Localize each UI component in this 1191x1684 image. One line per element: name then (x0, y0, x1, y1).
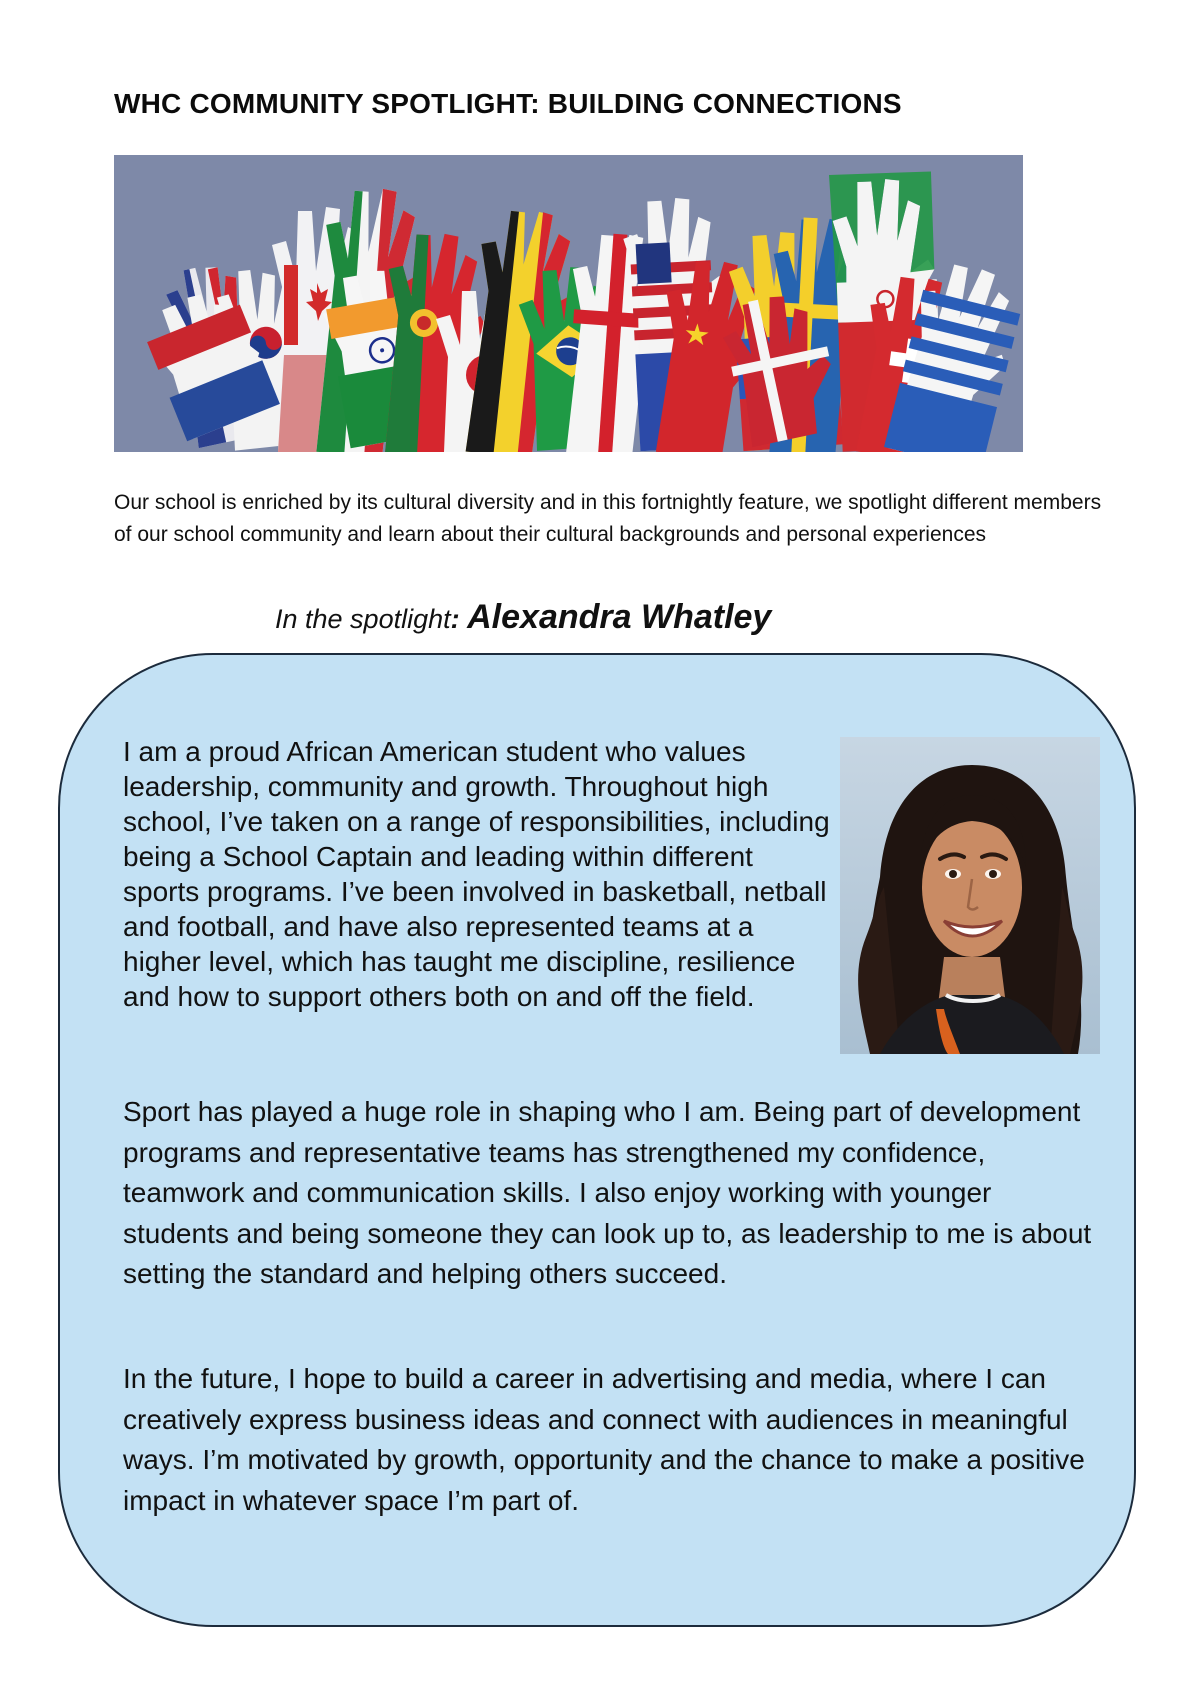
student-portrait (840, 737, 1100, 1054)
bio-paragraph-3: In the future, I hope to build a career in advertising and media, where I can creatively express business ideas and connect with audiences in meaningful ways. I’m motivated by growth, opportunity and the chance to make a positive impact in whatever space I’m part of. (123, 1363, 1085, 1516)
spotlight-separator: : (450, 604, 468, 634)
intro-text: Our school is enriched by its cultural diversity and in this fortnightly feature, we spotlight different members of our school community and learn about their cultural backgrounds and personal experiences (114, 491, 1102, 546)
spotlight-heading (275, 598, 771, 637)
bio-paragraph-2: Sport has played a huge role in shaping who I am. Being part of development programs and representative teams has strengthened my confidence, teamwork and communication skills. I also enjoy working with younger students and being someone they can look up to, as leadership to me is about setting the standard and helping others succeed. (123, 1096, 1092, 1289)
spotlight-label: In the spotlight (275, 604, 451, 634)
spotlight-name: Alexandra Whatley (467, 598, 772, 636)
page-title: WHC COMMUNITY SPOTLIGHT: BUILDING CONNECTIONS (114, 88, 902, 119)
banner-image (114, 155, 1023, 452)
bio-paragraph-1: I am a proud African American student who values leadership, community and growth. Throughout high school, I’ve taken on a range of responsibilities, including being a School Captain and leading within different sports programs. I’ve been involved in basketball, netball and football, and have also represented teams at a higher level, which has taught me discipline, resilience and how to support others both on and off the field. (123, 736, 830, 1012)
portrait-photo-illustration (840, 737, 1100, 1054)
raised-hands-flags-illustration (114, 155, 1023, 452)
